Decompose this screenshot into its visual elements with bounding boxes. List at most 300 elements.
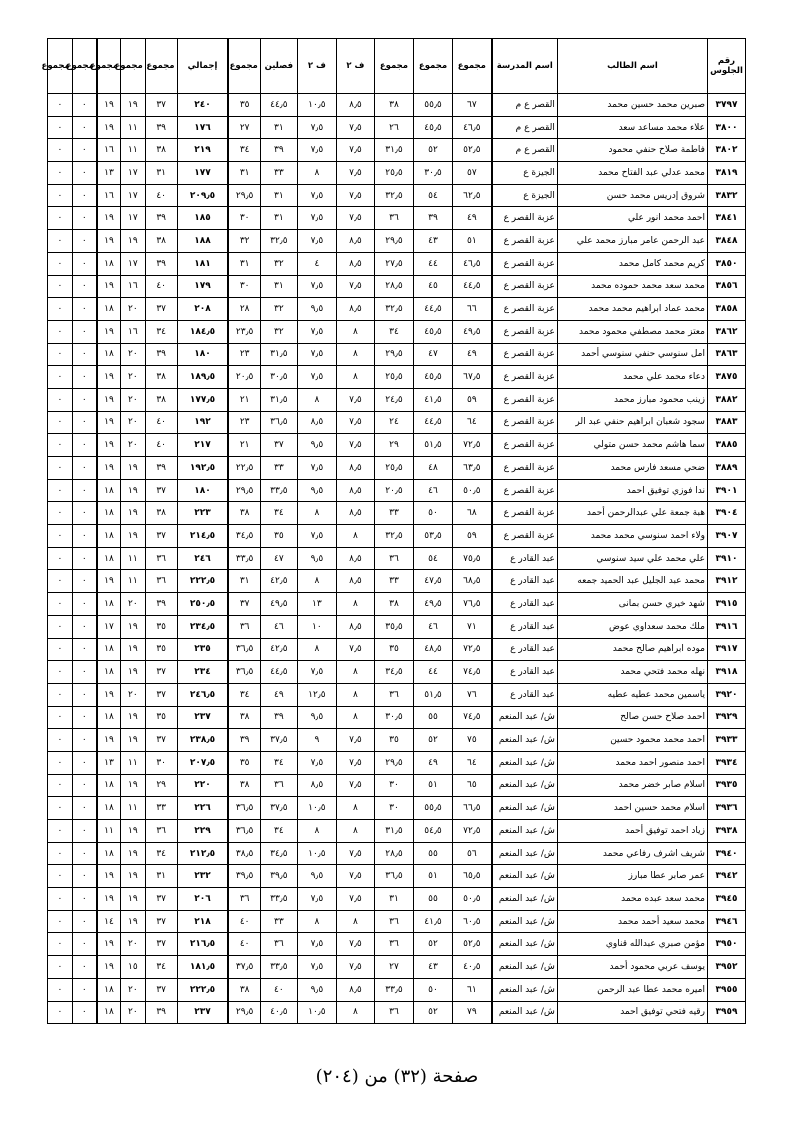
cell-school-name: ش/ عبد المنعم [492, 1001, 558, 1024]
cell-school-name: ش/ عبد المنعم [492, 751, 558, 774]
cell-grand-total: ١٨٩٫٥ [177, 366, 228, 389]
cell-two-terms: ٣٩ [260, 706, 297, 729]
cell-total-7: ١٤ [97, 910, 121, 933]
header-term2-a: ف ٢ [336, 39, 374, 94]
table-row [48, 570, 746, 593]
cell-school-name: عزبة القصر ع [492, 525, 558, 548]
cell-total-6: ١٩ [121, 842, 146, 865]
header-total-6: مجموع [121, 39, 146, 94]
cell-student-name: شروق إدريس محمد حسن [557, 184, 707, 207]
cell-total-4: ٣٧٫٥ [228, 956, 260, 979]
cell-grand-total: ١٨١٫٥ [177, 956, 228, 979]
cell-total-9: ٠ [48, 933, 73, 956]
cell-term2-b: ٩٫٥ [297, 298, 336, 321]
cell-term2-a: ٨٫٥ [336, 502, 374, 525]
cell-total-4: ٢١ [228, 388, 260, 411]
cell-total-6: ١٩ [121, 615, 146, 638]
cell-term2-b: ٧٫٥ [297, 661, 336, 684]
cell-total-7: ١٨ [97, 797, 121, 820]
header-total-1: مجموع [453, 39, 492, 94]
cell-grand-total: ٢٣٧ [177, 1001, 228, 1024]
header-total-4: مجموع [228, 39, 260, 94]
cell-total-3: ٣٢٫٥ [374, 184, 413, 207]
cell-total-2: ٥٥٫٥ [413, 94, 452, 117]
cell-term2-a: ٨ [336, 706, 374, 729]
cell-seat-number: ٣٩٤٦ [707, 910, 745, 933]
cell-total-2: ٥٠ [413, 978, 452, 1001]
cell-grand-total: ١٧٧ [177, 162, 228, 185]
cell-total-8: ٠ [72, 207, 97, 230]
cell-student-name: عبد الرحمن عامر مبارز محمد علي [557, 230, 707, 253]
cell-total-7: ١٩ [97, 320, 121, 343]
cell-total-7: ١٩ [97, 933, 121, 956]
cell-seat-number: ٣٩٣٦ [707, 797, 745, 820]
cell-two-terms: ٣٧٫٥ [260, 729, 297, 752]
cell-two-terms: ٤٠٫٥ [260, 1001, 297, 1024]
table-row [48, 933, 746, 956]
cell-school-name: الجيزة ع [492, 184, 558, 207]
cell-total-5: ٣٩ [145, 252, 177, 275]
cell-total-7: ١٩ [97, 94, 121, 117]
cell-total-5: ٣٧ [145, 298, 177, 321]
cell-total-2: ٤٤ [413, 661, 452, 684]
cell-total-2: ٥٥ [413, 842, 452, 865]
header-seat-number: رقم الجلوس [707, 39, 745, 94]
cell-student-name: ضحي مسعد فارس محمد [557, 457, 707, 480]
cell-total-3: ٣٠ [374, 797, 413, 820]
cell-total-4: ٢٣ [228, 343, 260, 366]
cell-total-6: ٢٠ [121, 434, 146, 457]
cell-grand-total: ٢٠٦ [177, 888, 228, 911]
cell-total-5: ٣٦ [145, 547, 177, 570]
cell-total-8: ٠ [72, 525, 97, 548]
table-row [48, 978, 746, 1001]
cell-total-6: ١٧ [121, 162, 146, 185]
header-term2-b: ف ٢ [297, 39, 336, 94]
header-total-3: مجموع [374, 39, 413, 94]
cell-total-5: ٣٧ [145, 933, 177, 956]
table-row [48, 388, 746, 411]
cell-term2-b: ٧٫٥ [297, 933, 336, 956]
cell-total-8: ٠ [72, 910, 97, 933]
cell-school-name: ش/ عبد المنعم [492, 842, 558, 865]
cell-total-9: ٠ [48, 570, 73, 593]
table-row [48, 320, 746, 343]
cell-two-terms: ٣٧ [260, 434, 297, 457]
cell-total-8: ٠ [72, 252, 97, 275]
cell-seat-number: ٣٧٩٧ [707, 94, 745, 117]
cell-term2-b: ٧٫٥ [297, 116, 336, 139]
cell-total-1: ٧٥٫٥ [453, 547, 492, 570]
cell-total-1: ٦٤ [453, 411, 492, 434]
cell-grand-total: ٢٠٨ [177, 298, 228, 321]
cell-term2-b: ٧٫٥ [297, 888, 336, 911]
cell-grand-total: ١٨١ [177, 252, 228, 275]
cell-seat-number: ٣٩٢٩ [707, 706, 745, 729]
cell-term2-b: ٨ [297, 388, 336, 411]
cell-total-9: ٠ [48, 683, 73, 706]
cell-student-name: محمد سعيد أحمد محمد [557, 910, 707, 933]
results-table [41, 38, 746, 1024]
cell-seat-number: ٣٨٦٣ [707, 343, 745, 366]
cell-total-9: ٠ [48, 298, 73, 321]
cell-two-terms: ٣٤ [260, 820, 297, 843]
cell-total-3: ٣٣ [374, 502, 413, 525]
cell-total-9: ٠ [48, 706, 73, 729]
table-row [48, 865, 746, 888]
cell-student-name: ياسمين محمد عطيه عطيه [557, 683, 707, 706]
cell-total-2: ٥٥ [413, 888, 452, 911]
cell-total-3: ٢٩ [374, 434, 413, 457]
cell-total-1: ٧٤٫٥ [453, 661, 492, 684]
cell-total-6: ١٩ [121, 865, 146, 888]
table-row [48, 751, 746, 774]
cell-student-name: احمد محمد انور علي [557, 207, 707, 230]
cell-seat-number: ٣٨٣٢ [707, 184, 745, 207]
cell-grand-total: ٢٢٣ [177, 502, 228, 525]
cell-total-6: ٢٠ [121, 593, 146, 616]
cell-total-9: ٠ [48, 479, 73, 502]
cell-total-1: ٧٤٫٥ [453, 706, 492, 729]
cell-seat-number: ٣٩٤٥ [707, 888, 745, 911]
cell-term2-a: ٨٫٥ [336, 978, 374, 1001]
cell-total-9: ٠ [48, 94, 73, 117]
cell-total-5: ٣٦ [145, 820, 177, 843]
cell-total-5: ٣٣ [145, 797, 177, 820]
cell-total-3: ٣٤ [374, 320, 413, 343]
cell-two-terms: ٣٣ [260, 910, 297, 933]
cell-total-8: ٠ [72, 570, 97, 593]
table-header-row [48, 39, 746, 94]
cell-term2-b: ٨ [297, 502, 336, 525]
cell-grand-total: ٢١٩ [177, 139, 228, 162]
cell-total-7: ١٩ [97, 207, 121, 230]
cell-total-5: ٣٨ [145, 502, 177, 525]
cell-total-6: ١٩ [121, 479, 146, 502]
cell-total-9: ٠ [48, 457, 73, 480]
cell-total-3: ٢٥٫٥ [374, 457, 413, 480]
cell-term2-b: ٧٫٥ [297, 230, 336, 253]
cell-term2-b: ١٢٫٥ [297, 683, 336, 706]
cell-total-6: ١٩ [121, 230, 146, 253]
cell-total-9: ٠ [48, 139, 73, 162]
cell-term2-a: ٧٫٥ [336, 139, 374, 162]
cell-total-9: ٠ [48, 434, 73, 457]
cell-student-name: محمد سعد عبده محمد [557, 888, 707, 911]
cell-school-name: ش/ عبد المنعم [492, 774, 558, 797]
cell-total-2: ٥١ [413, 865, 452, 888]
cell-total-9: ٠ [48, 865, 73, 888]
cell-school-name: ش/ عبد المنعم [492, 865, 558, 888]
cell-total-7: ١٩ [97, 275, 121, 298]
cell-total-7: ١٨ [97, 502, 121, 525]
cell-student-name: سما هاشم محمد حسن متولي [557, 434, 707, 457]
table-row [48, 547, 746, 570]
cell-total-4: ٣٤ [228, 683, 260, 706]
cell-total-6: ٢٠ [121, 388, 146, 411]
cell-total-3: ٣٦ [374, 547, 413, 570]
cell-term2-b: ٨ [297, 910, 336, 933]
cell-term2-a: ٨ [336, 797, 374, 820]
cell-total-8: ٠ [72, 275, 97, 298]
cell-total-1: ٧١ [453, 615, 492, 638]
table-row [48, 298, 746, 321]
cell-total-9: ٠ [48, 1001, 73, 1024]
cell-total-4: ٣٨ [228, 978, 260, 1001]
cell-school-name: الجيزة ع [492, 162, 558, 185]
cell-term2-a: ٨٫٥ [336, 570, 374, 593]
cell-total-7: ١٨ [97, 525, 121, 548]
cell-total-3: ٣٣ [374, 570, 413, 593]
cell-total-8: ٠ [72, 502, 97, 525]
cell-term2-b: ١٠٫٥ [297, 94, 336, 117]
cell-total-6: ٢٠ [121, 411, 146, 434]
cell-student-name: محمد عدلي عبد الفتاح محمد [557, 162, 707, 185]
cell-term2-a: ٧٫٥ [336, 638, 374, 661]
cell-total-1: ٦٧٫٥ [453, 366, 492, 389]
cell-two-terms: ٣١٫٥ [260, 388, 297, 411]
cell-term2-b: ٩٫٥ [297, 547, 336, 570]
cell-grand-total: ٢١٦٫٥ [177, 933, 228, 956]
cell-grand-total: ٢٢٦ [177, 797, 228, 820]
cell-total-2: ٤٩ [413, 751, 452, 774]
cell-total-1: ٦٧ [453, 94, 492, 117]
cell-total-8: ٠ [72, 933, 97, 956]
cell-total-1: ٧٢٫٥ [453, 820, 492, 843]
cell-total-8: ٠ [72, 956, 97, 979]
cell-total-4: ٣٨ [228, 774, 260, 797]
cell-total-3: ٣٨ [374, 593, 413, 616]
cell-total-8: ٠ [72, 184, 97, 207]
cell-term2-a: ٧٫٥ [336, 729, 374, 752]
cell-total-8: ٠ [72, 729, 97, 752]
cell-total-8: ٠ [72, 820, 97, 843]
cell-total-3: ٢٩٫٥ [374, 343, 413, 366]
cell-total-5: ٣٧ [145, 479, 177, 502]
cell-total-9: ٠ [48, 366, 73, 389]
cell-total-2: ٤٣ [413, 956, 452, 979]
cell-term2-a: ٨ [336, 661, 374, 684]
cell-total-8: ٠ [72, 615, 97, 638]
cell-total-4: ٣٣٫٥ [228, 547, 260, 570]
cell-total-5: ٣٤ [145, 842, 177, 865]
cell-student-name: شريف اشرف رفاعي محمد [557, 842, 707, 865]
cell-total-3: ٢٤ [374, 411, 413, 434]
cell-total-3: ٣٦ [374, 207, 413, 230]
table-row [48, 615, 746, 638]
cell-two-terms: ٣١ [260, 116, 297, 139]
cell-total-6: ١٩ [121, 94, 146, 117]
cell-term2-b: ٧٫٥ [297, 457, 336, 480]
cell-term2-a: ٧٫٥ [336, 207, 374, 230]
cell-total-1: ٥٦ [453, 842, 492, 865]
cell-school-name: عبد القادر ع [492, 615, 558, 638]
cell-total-4: ٢٢٫٥ [228, 457, 260, 480]
cell-total-8: ٠ [72, 638, 97, 661]
cell-student-name: علاء محمد مساعد سعد [557, 116, 707, 139]
cell-school-name: ش/ عبد المنعم [492, 933, 558, 956]
cell-total-2: ٥٥ [413, 706, 452, 729]
cell-term2-a: ٨ [336, 593, 374, 616]
cell-total-9: ٠ [48, 252, 73, 275]
cell-term2-a: ٨٫٥ [336, 230, 374, 253]
cell-two-terms: ٤٤٫٥ [260, 94, 297, 117]
cell-total-8: ٠ [72, 842, 97, 865]
cell-total-1: ٦٠٫٥ [453, 910, 492, 933]
cell-total-6: ١١ [121, 547, 146, 570]
cell-total-6: ١٧ [121, 207, 146, 230]
cell-term2-b: ١٣ [297, 593, 336, 616]
cell-total-3: ٣٥ [374, 729, 413, 752]
cell-total-7: ١٨ [97, 978, 121, 1001]
cell-term2-b: ٧٫٥ [297, 751, 336, 774]
cell-total-1: ٦٣٫٥ [453, 457, 492, 480]
cell-seat-number: ٣٩٥٥ [707, 978, 745, 1001]
cell-term2-a: ٨ [336, 910, 374, 933]
cell-total-3: ٢٩٫٥ [374, 751, 413, 774]
cell-two-terms: ٣٩٫٥ [260, 865, 297, 888]
cell-grand-total: ١٨٥ [177, 207, 228, 230]
cell-term2-b: ٨٫٥ [297, 411, 336, 434]
table-row [48, 797, 746, 820]
table-row [48, 139, 746, 162]
cell-grand-total: ٢٢٢٫٥ [177, 570, 228, 593]
cell-two-terms: ٣٥ [260, 525, 297, 548]
cell-total-4: ٢٩٫٥ [228, 479, 260, 502]
cell-seat-number: ٣٩٥٩ [707, 1001, 745, 1024]
cell-term2-a: ٧٫٥ [336, 774, 374, 797]
cell-total-8: ٠ [72, 661, 97, 684]
cell-seat-number: ٣٩٥٢ [707, 956, 745, 979]
cell-total-5: ٤٠ [145, 411, 177, 434]
cell-two-terms: ٤٧ [260, 547, 297, 570]
cell-student-name: يوسف عربي محمود أحمد [557, 956, 707, 979]
cell-student-name: محمد سعد محمد حموده محمد [557, 275, 707, 298]
cell-total-7: ١٨ [97, 252, 121, 275]
cell-student-name: احمد صلاح حسن صالح [557, 706, 707, 729]
cell-total-9: ٠ [48, 842, 73, 865]
cell-term2-b: ٧٫٥ [297, 275, 336, 298]
cell-term2-b: ٧٫٥ [297, 343, 336, 366]
cell-seat-number: ٣٨٥٠ [707, 252, 745, 275]
cell-seat-number: ٣٨٤٨ [707, 230, 745, 253]
cell-total-7: ١٨ [97, 1001, 121, 1024]
cell-total-8: ٠ [72, 888, 97, 911]
cell-student-name: ندا فوزي توفيق احمد [557, 479, 707, 502]
cell-total-2: ٤٣ [413, 230, 452, 253]
cell-two-terms: ٣٢٫٥ [260, 230, 297, 253]
cell-total-1: ٦٥ [453, 774, 492, 797]
cell-total-7: ١٩ [97, 729, 121, 752]
cell-school-name: عزبة القصر ع [492, 434, 558, 457]
cell-total-7: ١٨ [97, 343, 121, 366]
cell-school-name: عزبة القصر ع [492, 343, 558, 366]
cell-school-name: عزبة القصر ع [492, 320, 558, 343]
cell-two-terms: ٣٣٫٥ [260, 479, 297, 502]
cell-total-2: ٤٥٫٥ [413, 366, 452, 389]
cell-total-3: ٢٨٫٥ [374, 842, 413, 865]
cell-term2-a: ٧٫٥ [336, 956, 374, 979]
cell-total-4: ٢٣ [228, 411, 260, 434]
cell-two-terms: ٤٦ [260, 615, 297, 638]
cell-total-3: ٣٦ [374, 933, 413, 956]
cell-total-8: ٠ [72, 139, 97, 162]
cell-school-name: عزبة القصر ع [492, 366, 558, 389]
cell-two-terms: ٣٠٫٥ [260, 366, 297, 389]
cell-term2-b: ٨ [297, 820, 336, 843]
cell-student-name: علي محمد علي سيد سنوسي [557, 547, 707, 570]
cell-seat-number: ٣٩٤٢ [707, 865, 745, 888]
cell-total-7: ١٩ [97, 388, 121, 411]
cell-two-terms: ٣٦٫٥ [260, 411, 297, 434]
cell-school-name: عبد القادر ع [492, 683, 558, 706]
cell-total-9: ٠ [48, 820, 73, 843]
cell-grand-total: ٢٠٧٫٥ [177, 751, 228, 774]
cell-total-6: ١٩ [121, 888, 146, 911]
cell-student-name: ولاء احمد سنوسي محمد محمد [557, 525, 707, 548]
cell-seat-number: ٣٩٢٠ [707, 683, 745, 706]
cell-total-5: ٣٨ [145, 139, 177, 162]
cell-total-1: ٥٠٫٥ [453, 479, 492, 502]
cell-total-1: ٦١ [453, 978, 492, 1001]
cell-total-9: ٠ [48, 525, 73, 548]
cell-two-terms: ٤٩٫٥ [260, 593, 297, 616]
cell-two-terms: ٣٦ [260, 774, 297, 797]
cell-total-6: ١٧ [121, 252, 146, 275]
cell-total-8: ٠ [72, 343, 97, 366]
cell-total-6: ١٩ [121, 661, 146, 684]
cell-total-5: ٣٧ [145, 888, 177, 911]
cell-student-name: اسلام محمد حسين احمد [557, 797, 707, 820]
cell-student-name: محمد عبد الجليل عبد الحميد جمعه [557, 570, 707, 593]
cell-total-6: ٢٠ [121, 683, 146, 706]
cell-term2-a: ٨٫٥ [336, 615, 374, 638]
cell-total-8: ٠ [72, 230, 97, 253]
cell-total-6: ١٩ [121, 820, 146, 843]
cell-total-5: ٣٧ [145, 94, 177, 117]
cell-total-2: ٤٥٫٥ [413, 320, 452, 343]
cell-term2-a: ٨٫٥ [336, 457, 374, 480]
cell-two-terms: ٣٣٫٥ [260, 888, 297, 911]
cell-total-8: ٠ [72, 547, 97, 570]
cell-total-9: ٠ [48, 910, 73, 933]
cell-school-name: ش/ عبد المنعم [492, 910, 558, 933]
cell-total-1: ٤٩٫٥ [453, 320, 492, 343]
cell-total-1: ٤٩ [453, 207, 492, 230]
cell-total-4: ٣٠ [228, 207, 260, 230]
cell-total-5: ٣٧ [145, 525, 177, 548]
cell-student-name: شهد خيري حسن بمانى [557, 593, 707, 616]
cell-term2-a: ٨٫٥ [336, 252, 374, 275]
cell-total-6: ١٩ [121, 502, 146, 525]
cell-total-9: ٠ [48, 547, 73, 570]
cell-total-1: ٥٩ [453, 525, 492, 548]
table-row [48, 207, 746, 230]
cell-total-2: ٥٢ [413, 729, 452, 752]
cell-total-2: ٥٤٫٥ [413, 820, 452, 843]
table-row [48, 457, 746, 480]
cell-total-1: ٤٦٫٥ [453, 252, 492, 275]
cell-total-4: ٣٦ [228, 888, 260, 911]
cell-grand-total: ٢٣٨٫٥ [177, 729, 228, 752]
cell-total-4: ٣٤ [228, 139, 260, 162]
cell-total-1: ٤٤٫٥ [453, 275, 492, 298]
cell-total-3: ٣٦ [374, 683, 413, 706]
cell-total-3: ٣٠٫٥ [374, 706, 413, 729]
cell-total-5: ٣٤ [145, 956, 177, 979]
cell-total-9: ٠ [48, 116, 73, 139]
cell-term2-b: ٨ [297, 162, 336, 185]
